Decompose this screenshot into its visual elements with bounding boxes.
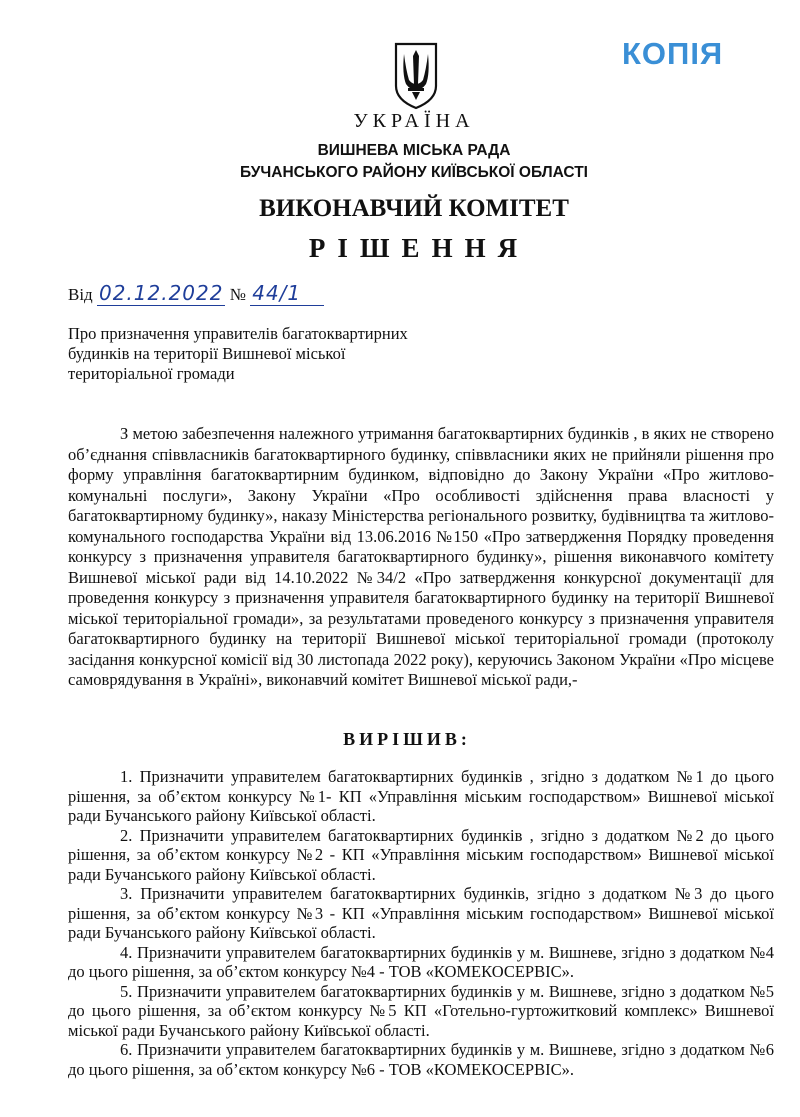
committee-title: ВИКОНАВЧИЙ КОМІТЕТ bbox=[259, 195, 569, 222]
preamble bbox=[68, 424, 774, 691]
resolve-heading: ВИРІШИВ: bbox=[343, 729, 471, 749]
date-label: Від bbox=[68, 285, 93, 304]
decision-subject bbox=[68, 324, 488, 384]
preamble-paragraph: З метою забезпечення належного утримання багатоквартирних будинків , в яких не створено об’єднання співвласників багатоквартирного будинку, співвласники яких не прийняли рішення про форму управління багатоквартирним будинком, відповідно до Закону України «Про житлово-комунальні послуги», Закону України «Про особливості здійснення права власності у багатоквартирному будинку», наказу Міністерства регіонального розвитку, будівництва та житлово-комунального господарства України від 13.06.2016 №150 «Про затвердження Порядку проведення конкурсу з призначення управителя багатоквартирного будинку», рішення виконавчого комітету Вишневої міської ради від 14.10.2022 №34/2 «Про затвердження конкурсної документації для проведення конкурсу з призначення управителя багатоквартирного будинку на території Вишневої міської територіальної громади», за результатами проведеного конкурсу з призначення управителя багатоквартирного будинку на території Вишневої міської територіальної громади (протоколу засідання конкурсної комісії від 30 листопада 2022 року), керуючись Законом України «Про місцеве самоврядування в Україні», виконавчий комітет Вишневої міської ради,- bbox=[68, 424, 774, 689]
subject-line-1: Про призначення управителів багатоквартирних bbox=[68, 324, 408, 343]
decision-items bbox=[68, 767, 774, 1079]
decision-item: 5. Призначити управителем багатоквартирних будинків у м. Вишневе, згідно з додатком №5 до цього рішення, за об’єктом конкурсу №5 КП «Готельно-гуртожитковий комплекс» Вишневої міської ради Бучанського району Київської області. bbox=[68, 981, 774, 1040]
decision-item: 3. Призначити управителем багатоквартирних будинків, згідно з додатком №3 до цього рішення, за об’єктом конкурсу №3 - КП «Управління міським господарством» Вишневої міської ради Бучанського району Київської області. bbox=[68, 884, 774, 942]
handwritten-date: 02.12.2022 bbox=[98, 281, 224, 305]
decision-item: 4. Призначити управителем багатоквартирних будинків у м. Вишневе, згідно з додатком №4 до цього рішення, за об’єктом конкурсу №4 - ТОВ «КОМЕКОСЕРВІС». bbox=[68, 942, 774, 981]
number-label: № bbox=[229, 285, 246, 304]
council-name bbox=[0, 140, 800, 184]
decision-item: 1. Призначити управителем багатоквартирних будинків , згідно з додатком №1 до цього рішення, за об’єктом конкурсу №1- КП «Управління міським господарством» Вишневої міської ради Бучанського району Київської області. bbox=[68, 767, 774, 825]
council-line-1: ВИШНЕВА МІСЬКА РАДА bbox=[317, 142, 511, 159]
country-name: УКРАЇНА bbox=[353, 110, 475, 132]
subject-line-3: територіальної громади bbox=[68, 364, 235, 383]
council-line-2: БУЧАНСЬКОГО РАЙОНУ КИЇВСЬКОЇ ОБЛАСТІ bbox=[240, 164, 588, 181]
trident-emblem-icon bbox=[392, 40, 440, 110]
subject-line-2: будинків на території Вишневої міської bbox=[68, 344, 346, 363]
copy-stamp: КОПІЯ bbox=[622, 36, 724, 71]
decision-item: 2. Призначити управителем багатоквартирних будинків , згідно з додатком №2 до цього рішення, за об’єктом конкурсу №2 - КП «Управління міським господарством» Вишневої міської ради Бучанського району Київської області. bbox=[68, 825, 774, 884]
decision-title: РІШЕННЯ bbox=[308, 233, 530, 263]
decision-item: 6. Призначити управителем багатоквартирних будинків у м. Вишневе, згідно з додатком №6 до цього рішення, за об’єктом конкурсу №6 - ТОВ «КОМЕКОСЕРВІС». bbox=[68, 1040, 774, 1079]
date-number-line bbox=[68, 281, 324, 306]
handwritten-number: 44/1 bbox=[250, 281, 324, 306]
